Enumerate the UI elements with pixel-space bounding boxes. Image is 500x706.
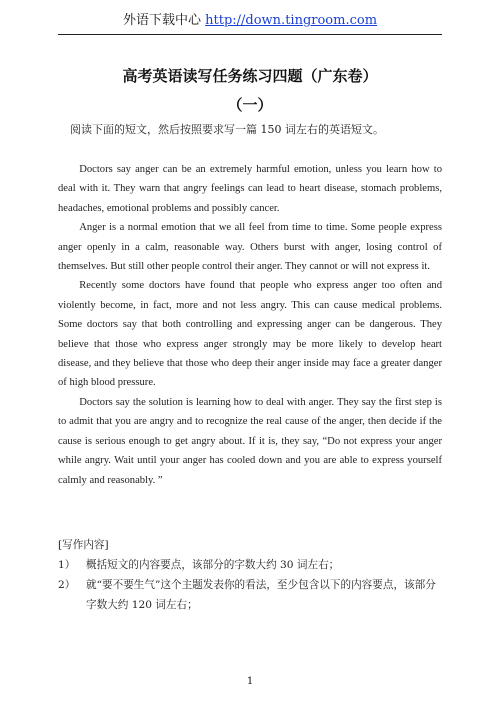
- passage-paragraph: Doctors say anger can be an extremely harmful emotion, unless you learn how to deal with it. They warn that angry feelings can lead to heart disease, stomach problems, headaches, emotional problems and possibly cancer.: [58, 164, 442, 214]
- passage: [58, 160, 442, 490]
- passage-paragraph: Recently some doctors have found that people who express anger too often and violently become, in fact, more and not less angry. This can cause medical problems. Some doctors say that both controlling and expressing anger can be dangerous. They believe that those who express anger strongly may be more likely to develop heart disease, and they believe that those who deep their anger inside may face a greater danger of high blood pressure.: [58, 280, 442, 389]
- header-site-name: 外语下载中心: [122, 13, 201, 28]
- writing-requirements: [58, 535, 442, 615]
- writing-item-text: 概括短文的内容要点，该部分的字数大约 30 词左右；: [86, 559, 340, 571]
- passage-paragraph: Doctors say the solution is learning how to deal with anger. They say the first step is to admit that you are angry and to recognize the real cause of the anger, then decide if the cause is serious enough to get angry about. If it is, they say, “Do not express your anger while angry. Wait until your anger has cooled down and you are able to express yourself calmly and reasonably. ”: [58, 396, 442, 486]
- writing-heading: [写作内容]: [58, 539, 109, 551]
- header-url-link[interactable]: http://down.tingroom.com: [205, 13, 378, 28]
- writing-item-text: 就“要不要生气”这个主题发表你的看法，至少包含以下的内容要点，该部分字数大约 120 词左右；: [86, 579, 436, 611]
- document-subtitle: （一）: [227, 96, 273, 114]
- writing-item-number: 1）: [58, 559, 76, 571]
- passage-paragraph: Anger is a normal emotion that we all feel from time to time. Some people express anger openly in a calm, reasonable way. Others burst with anger, losing control of themselves. But still other people control their anger. They cannot or will not express it.: [58, 222, 442, 273]
- page-number: 1: [246, 676, 254, 687]
- page-header: [0, 12, 500, 30]
- writing-item: [58, 575, 442, 615]
- document-title: 高考英语读写任务练习四题（广东卷）: [122, 67, 378, 85]
- instruction-text: 阅读下面的短文，然后按照要求写一篇 150 词左右的英语短文。: [70, 123, 384, 136]
- header-divider: [58, 34, 442, 35]
- writing-item: [58, 555, 442, 575]
- writing-item-number: 2）: [58, 579, 76, 591]
